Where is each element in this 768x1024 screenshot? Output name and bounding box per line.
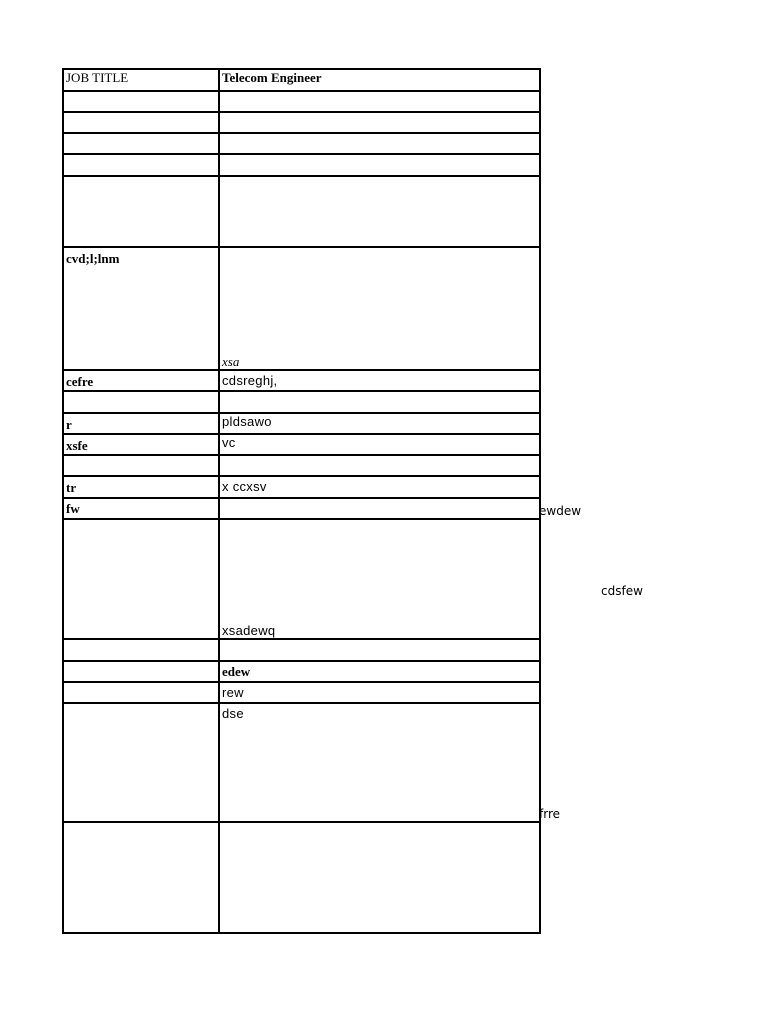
table-row bbox=[63, 519, 540, 639]
table-row bbox=[63, 154, 540, 176]
row-label bbox=[63, 391, 219, 413]
row-value bbox=[219, 154, 540, 176]
row-label: JOB TITLE bbox=[63, 69, 219, 91]
row-value bbox=[219, 391, 540, 413]
table-row bbox=[63, 682, 540, 703]
row-label bbox=[63, 455, 219, 476]
row-value bbox=[219, 822, 540, 933]
row-value: xsadewq bbox=[219, 519, 540, 639]
row-value: Telecom Engineer bbox=[219, 69, 540, 91]
row-label: cvd;l;lnm bbox=[63, 247, 219, 370]
row-value: dse bbox=[219, 703, 540, 822]
row-label bbox=[63, 682, 219, 703]
table-row bbox=[63, 455, 540, 476]
table-row bbox=[63, 176, 540, 247]
row-label: tr bbox=[63, 476, 219, 498]
row-label: xsfe bbox=[63, 434, 219, 455]
row-value bbox=[219, 639, 540, 661]
table-row bbox=[63, 391, 540, 413]
row-label bbox=[63, 822, 219, 933]
table-row bbox=[63, 703, 540, 822]
table-row bbox=[63, 370, 540, 391]
side-note: frre bbox=[539, 807, 560, 821]
table-row bbox=[63, 476, 540, 498]
row-label bbox=[63, 154, 219, 176]
row-value: xsa bbox=[219, 247, 540, 370]
row-value: edew bbox=[219, 661, 540, 682]
table-row bbox=[63, 112, 540, 133]
row-value: pldsawo bbox=[219, 413, 540, 434]
row-value: cdsreghj, bbox=[219, 370, 540, 391]
row-label bbox=[63, 133, 219, 154]
row-label bbox=[63, 112, 219, 133]
row-label bbox=[63, 91, 219, 112]
table-row bbox=[63, 91, 540, 112]
table-row bbox=[63, 661, 540, 682]
table-row bbox=[63, 247, 540, 370]
row-value: x ccxsv bbox=[219, 476, 540, 498]
side-note: ewdew bbox=[539, 504, 582, 518]
row-value bbox=[219, 455, 540, 476]
row-label bbox=[63, 703, 219, 822]
row-value bbox=[219, 112, 540, 133]
row-value bbox=[219, 133, 540, 154]
table-row bbox=[63, 133, 540, 154]
row-value bbox=[219, 176, 540, 247]
row-label: r bbox=[63, 413, 219, 434]
table-row bbox=[63, 413, 540, 434]
row-label bbox=[63, 176, 219, 247]
row-label bbox=[63, 639, 219, 661]
table-row bbox=[63, 639, 540, 661]
row-label: cefre bbox=[63, 370, 219, 391]
row-value bbox=[219, 498, 540, 519]
table-row bbox=[63, 434, 540, 455]
side-note: cdsfew bbox=[601, 584, 643, 598]
row-value bbox=[219, 91, 540, 112]
row-value: vc bbox=[219, 434, 540, 455]
row-label: fw bbox=[63, 498, 219, 519]
table-row bbox=[63, 69, 540, 91]
row-label bbox=[63, 661, 219, 682]
table-row bbox=[63, 822, 540, 933]
job-details-table bbox=[62, 68, 541, 934]
row-label bbox=[63, 519, 219, 639]
table-row bbox=[63, 498, 540, 519]
row-value: rew bbox=[219, 682, 540, 703]
